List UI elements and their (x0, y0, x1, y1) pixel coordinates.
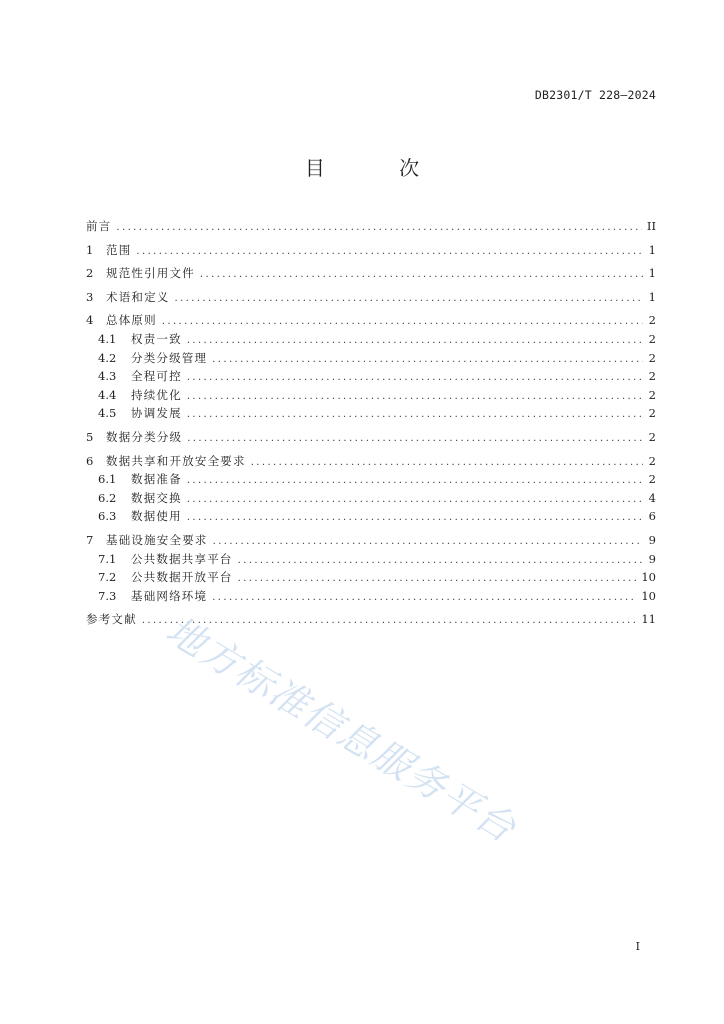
toc-entry-4-2[interactable] (86, 350, 656, 369)
toc-entry-page: 11 (641, 612, 656, 627)
watermark-text: 地方标准信息服务平台 (158, 607, 525, 852)
toc-entry-label: 基础网络环境 (131, 588, 208, 603)
table-of-contents (86, 218, 656, 630)
toc-entry-label: 持续优化 (131, 387, 182, 402)
toc-leader-dots (212, 592, 636, 603)
toc-entry-label: 术语和定义 (106, 289, 170, 304)
toc-entry-page: 10 (641, 588, 656, 603)
toc-entry-page: 2 (648, 406, 656, 421)
toc-entry-7-2[interactable] (86, 569, 656, 588)
toc-entry-label: 基础设施安全要求 (106, 532, 208, 547)
toc-entry-2[interactable] (86, 265, 656, 284)
toc-entry-label: 范围 (106, 242, 132, 257)
toc-entry-4-1[interactable] (86, 331, 656, 350)
toc-entry-label: 权责一致 (131, 331, 182, 346)
toc-entry-number: 4.5 (98, 406, 117, 421)
toc-entry-7-3[interactable] (86, 588, 656, 607)
toc-entry-number: 7.3 (98, 588, 117, 603)
toc-leader-dots (187, 372, 643, 383)
document-code: DB2301/T 228—2024 (534, 88, 656, 102)
toc-entry-7-1[interactable] (86, 551, 656, 570)
toc-entry-page: 2 (648, 429, 656, 444)
toc-leader-dots (175, 293, 644, 304)
toc-leader-dots (238, 555, 643, 566)
toc-entry-number: 3 (86, 289, 94, 304)
toc-entry-number: 4.2 (98, 350, 117, 365)
toc-entry-page: 6 (648, 509, 656, 524)
toc-leader-dots (213, 536, 643, 547)
footer-page-number: I (635, 940, 640, 953)
toc-entry-label: 公共数据共享平台 (131, 551, 233, 566)
toc-entry-page: 2 (648, 472, 656, 487)
toc-entry-page: 2 (648, 313, 656, 328)
toc-entry-1[interactable] (86, 242, 656, 261)
toc-entry-label: 参考文献 (86, 612, 137, 627)
toc-entry-label: 规范性引用文件 (106, 266, 195, 281)
toc-entry-number: 4 (86, 313, 94, 328)
toc-entry-label: 数据共享和开放安全要求 (106, 453, 246, 468)
toc-leader-dots (187, 335, 643, 346)
toc-leader-dots (136, 246, 643, 257)
toc-entry-label: 数据使用 (131, 509, 182, 524)
toc-entry-number: 6 (86, 453, 94, 468)
toc-entry-page: 2 (648, 350, 656, 365)
toc-entry-label: 协调发展 (131, 406, 182, 421)
toc-entry-5[interactable] (86, 429, 656, 448)
toc-entry-page: 2 (648, 369, 656, 384)
toc-leader-dots (187, 512, 643, 523)
toc-entry-4-5[interactable] (86, 405, 656, 424)
toc-entry-number: 6.3 (98, 509, 117, 524)
toc-entry-page: 1 (648, 242, 656, 257)
toc-entry-page: 2 (648, 331, 656, 346)
toc-entry-label: 前言 (86, 219, 112, 233)
toc-leader-dots (187, 475, 643, 486)
toc-entry-number: 6.1 (98, 472, 117, 487)
toc-entry-4-4[interactable] (86, 387, 656, 406)
toc-entry-number: 6.2 (98, 490, 117, 505)
toc-leader-dots (212, 354, 643, 365)
toc-entry-label: 分类分级管理 (131, 350, 208, 365)
toc-entry-number: 7.1 (98, 551, 117, 566)
toc-leader-dots (187, 433, 643, 444)
toc-entry-number: 4.4 (98, 387, 117, 402)
toc-entry-6-1[interactable] (86, 471, 656, 490)
toc-entry-number: 4.3 (98, 369, 117, 384)
toc-entry-4[interactable] (86, 312, 656, 331)
toc-entry-page: 9 (648, 532, 656, 547)
toc-entry-label: 数据交换 (131, 490, 182, 505)
toc-entry-number: 5 (86, 429, 94, 444)
toc-entry-number: 1 (86, 242, 94, 257)
toc-entry-page: 10 (641, 570, 656, 585)
toc-entry-6-3[interactable] (86, 508, 656, 527)
toc-entry-7[interactable] (86, 532, 656, 551)
toc-entry-4-3[interactable] (86, 368, 656, 387)
toc-entry-3[interactable] (86, 289, 656, 308)
toc-entry-6-2[interactable] (86, 490, 656, 509)
toc-leader-dots (187, 409, 643, 420)
toc-entry-number: 7.2 (98, 570, 117, 585)
toc-entry-page: 9 (648, 551, 656, 566)
toc-entry-page: 2 (648, 387, 656, 402)
toc-leader-dots (187, 391, 643, 402)
toc-entry-number: 7 (86, 532, 94, 547)
toc-entry-page: 2 (648, 453, 656, 468)
toc-entry-6[interactable] (86, 453, 656, 472)
toc-entry-page: 4 (648, 490, 656, 505)
toc-entry-foreword[interactable] (86, 218, 656, 237)
toc-leader-dots (187, 494, 643, 505)
toc-entry-label: 数据准备 (131, 472, 182, 487)
toc-entry-number: 4.1 (98, 331, 117, 346)
toc-entry-page: 1 (648, 289, 656, 304)
toc-entry-label: 总体原则 (106, 313, 157, 328)
toc-leader-dots (162, 316, 643, 327)
toc-leader-dots (200, 269, 643, 280)
toc-entry-label: 公共数据开放平台 (131, 570, 233, 585)
page-title: 目 次 (304, 156, 454, 180)
toc-leader-dots (238, 573, 637, 584)
toc-entry-page: II (646, 219, 656, 233)
toc-entry-page: 1 (648, 266, 656, 281)
toc-entry-label: 全程可控 (131, 369, 182, 384)
toc-entry-number: 2 (86, 266, 94, 281)
toc-leader-dots (116, 222, 642, 233)
toc-leader-dots (251, 457, 643, 468)
toc-entry-label: 数据分类分级 (106, 429, 183, 444)
